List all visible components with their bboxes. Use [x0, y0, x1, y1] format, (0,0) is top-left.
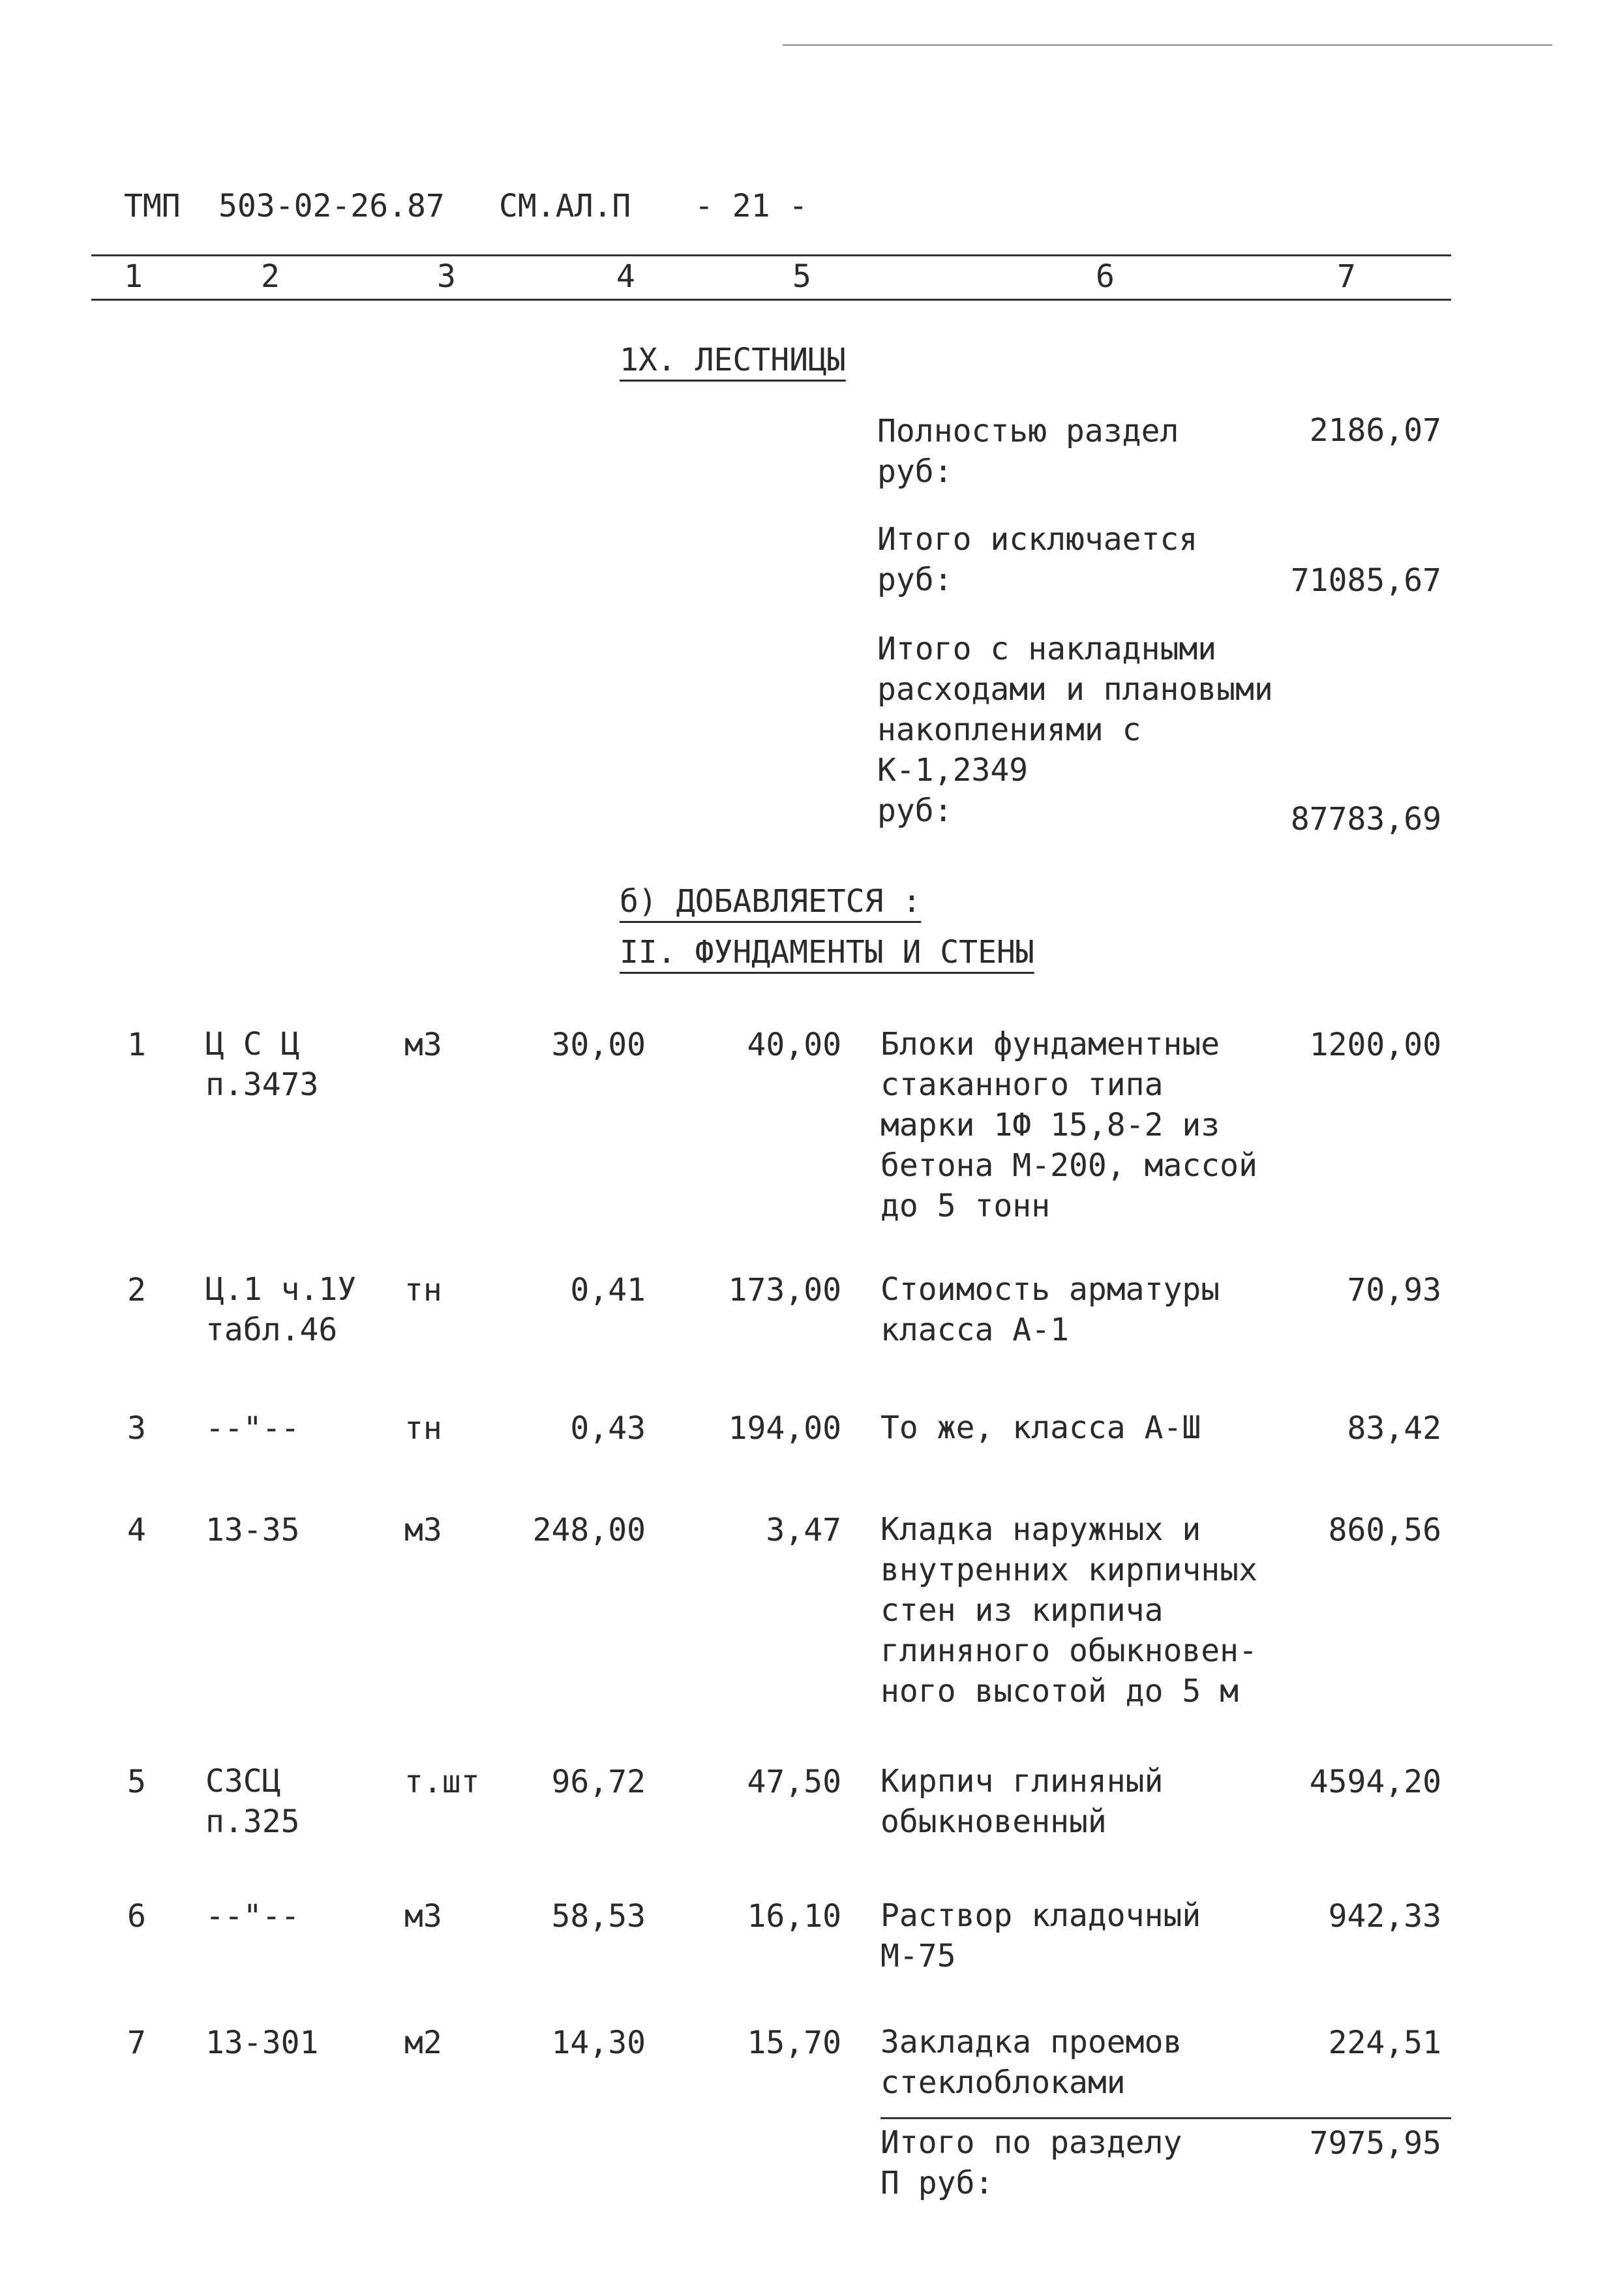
- row-4-code: 13-35: [205, 1512, 300, 1548]
- page-number: - 21 -: [695, 188, 808, 224]
- column-header-bottom-rule: [91, 299, 1451, 301]
- doc-number: 503-02-26.87: [218, 188, 445, 224]
- row-5-description: Кирпич глиняный обыкновенный: [880, 1763, 1164, 1840]
- column-number-1: 1: [124, 258, 143, 295]
- column-number-3: 3: [437, 258, 456, 295]
- row-2-number: 2: [127, 1272, 146, 1308]
- row-2-unit: тн: [404, 1272, 442, 1308]
- row-7-number: 7: [127, 2025, 146, 2061]
- row-5-unit: т.шт: [404, 1764, 480, 1800]
- row-3-quantity: 0,43: [570, 1410, 646, 1447]
- column-number-4: 4: [616, 258, 635, 295]
- row-6-price: 16,10: [747, 1898, 841, 1935]
- section-ix-overhead-value: 87783,69: [1290, 801, 1441, 837]
- row-7-code: 13-301: [205, 2025, 319, 2061]
- row-7-price: 15,70: [747, 2025, 841, 2061]
- section-ix-excluded-label: Итого исключается руб:: [877, 521, 1198, 598]
- row-1-total: 1200,00: [1309, 1027, 1441, 1063]
- doc-code: ТМП: [124, 188, 181, 224]
- row-1-code: Ц С Ц п.3473: [205, 1026, 319, 1103]
- column-number-2: 2: [261, 258, 280, 295]
- row-2-code: Ц.1 ч.1У табл.46: [205, 1271, 357, 1348]
- row-3-price: 194,00: [728, 1410, 841, 1447]
- row-6-quantity: 58,53: [551, 1898, 646, 1935]
- row-2-total: 70,93: [1347, 1272, 1441, 1308]
- row-1-quantity: 30,00: [551, 1027, 646, 1063]
- section-total-rule: [880, 2117, 1451, 2119]
- section-total-value: 7975,95: [1309, 2125, 1441, 2162]
- section-ix-excluded-value: 71085,67: [1290, 562, 1441, 599]
- row-2-price: 173,00: [728, 1272, 841, 1308]
- row-7-quantity: 14,30: [551, 2025, 646, 2061]
- row-4-quantity: 248,00: [532, 1512, 646, 1548]
- row-3-total: 83,42: [1347, 1410, 1441, 1447]
- column-number-6: 6: [1096, 258, 1115, 295]
- row-4-description: Кладка наружных и внутренних кирпичных стен из кирпича глиняного обыкновен- ного высотой до 5 м: [880, 1511, 1257, 1710]
- row-7-total: 224,51: [1328, 2025, 1441, 2061]
- row-7-description: Закладка проемов стеклоблоками: [880, 2024, 1182, 2101]
- column-number-5: 5: [792, 258, 811, 295]
- row-4-number: 4: [127, 1512, 146, 1548]
- column-header-top-rule: [91, 254, 1451, 256]
- row-6-unit: м3: [404, 1898, 442, 1935]
- section-ix-title: 1Х. ЛЕСТНИЦЫ: [620, 342, 846, 378]
- added-title: б) ДОБАВЛЯЕТСЯ :: [620, 883, 922, 920]
- row-1-number: 1: [127, 1027, 146, 1063]
- row-6-description: Раствор кладочный М-75: [880, 1897, 1201, 1974]
- column-number-7: 7: [1337, 258, 1356, 295]
- row-7-unit: м2: [404, 2025, 442, 2061]
- row-5-price: 47,50: [747, 1764, 841, 1800]
- row-1-unit: м3: [404, 1027, 442, 1063]
- row-1-price: 40,00: [747, 1027, 841, 1063]
- section-ix-overhead-label: Итого с накладными расходами и плановыми накоплениями с К-1,2349 руб:: [877, 631, 1273, 829]
- row-2-description: Стоимость арматуры класса А-1: [880, 1271, 1220, 1348]
- row-3-number: 3: [127, 1410, 146, 1447]
- foundations-section-title: II. ФУНДАМЕНТЫ И СТЕНЫ: [620, 934, 1034, 971]
- row-5-total: 4594,20: [1309, 1764, 1441, 1800]
- section-ix-total-full-value: 2186,07: [1309, 412, 1441, 449]
- row-4-price: 3,47: [766, 1512, 841, 1548]
- row-6-code: --"--: [205, 1898, 300, 1935]
- section-ix-total-full-label: Полностью раздел руб:: [877, 413, 1179, 490]
- row-3-description: То же, класса А-Ш: [880, 1410, 1201, 1446]
- row-5-quantity: 96,72: [551, 1764, 646, 1800]
- row-6-number: 6: [127, 1898, 146, 1935]
- row-5-code: СЗСЦ п.325: [205, 1763, 300, 1840]
- row-2-quantity: 0,41: [570, 1272, 646, 1308]
- row-4-unit: м3: [404, 1512, 442, 1548]
- doc-sheet: СМ.АЛ.П: [499, 188, 631, 224]
- top-rule: [783, 44, 1552, 46]
- row-6-total: 942,33: [1328, 1898, 1441, 1935]
- row-3-code: --"--: [205, 1410, 300, 1447]
- row-4-total: 860,56: [1328, 1512, 1441, 1548]
- row-1-description: Блоки фундаментные стаканного типа марки 1Ф 15,8-2 из бетона М-200, массой до 5 тонн: [880, 1026, 1257, 1224]
- row-3-unit: тн: [404, 1410, 442, 1447]
- section-total-label: Итого по разделу П руб:: [880, 2124, 1182, 2201]
- row-5-number: 5: [127, 1764, 146, 1800]
